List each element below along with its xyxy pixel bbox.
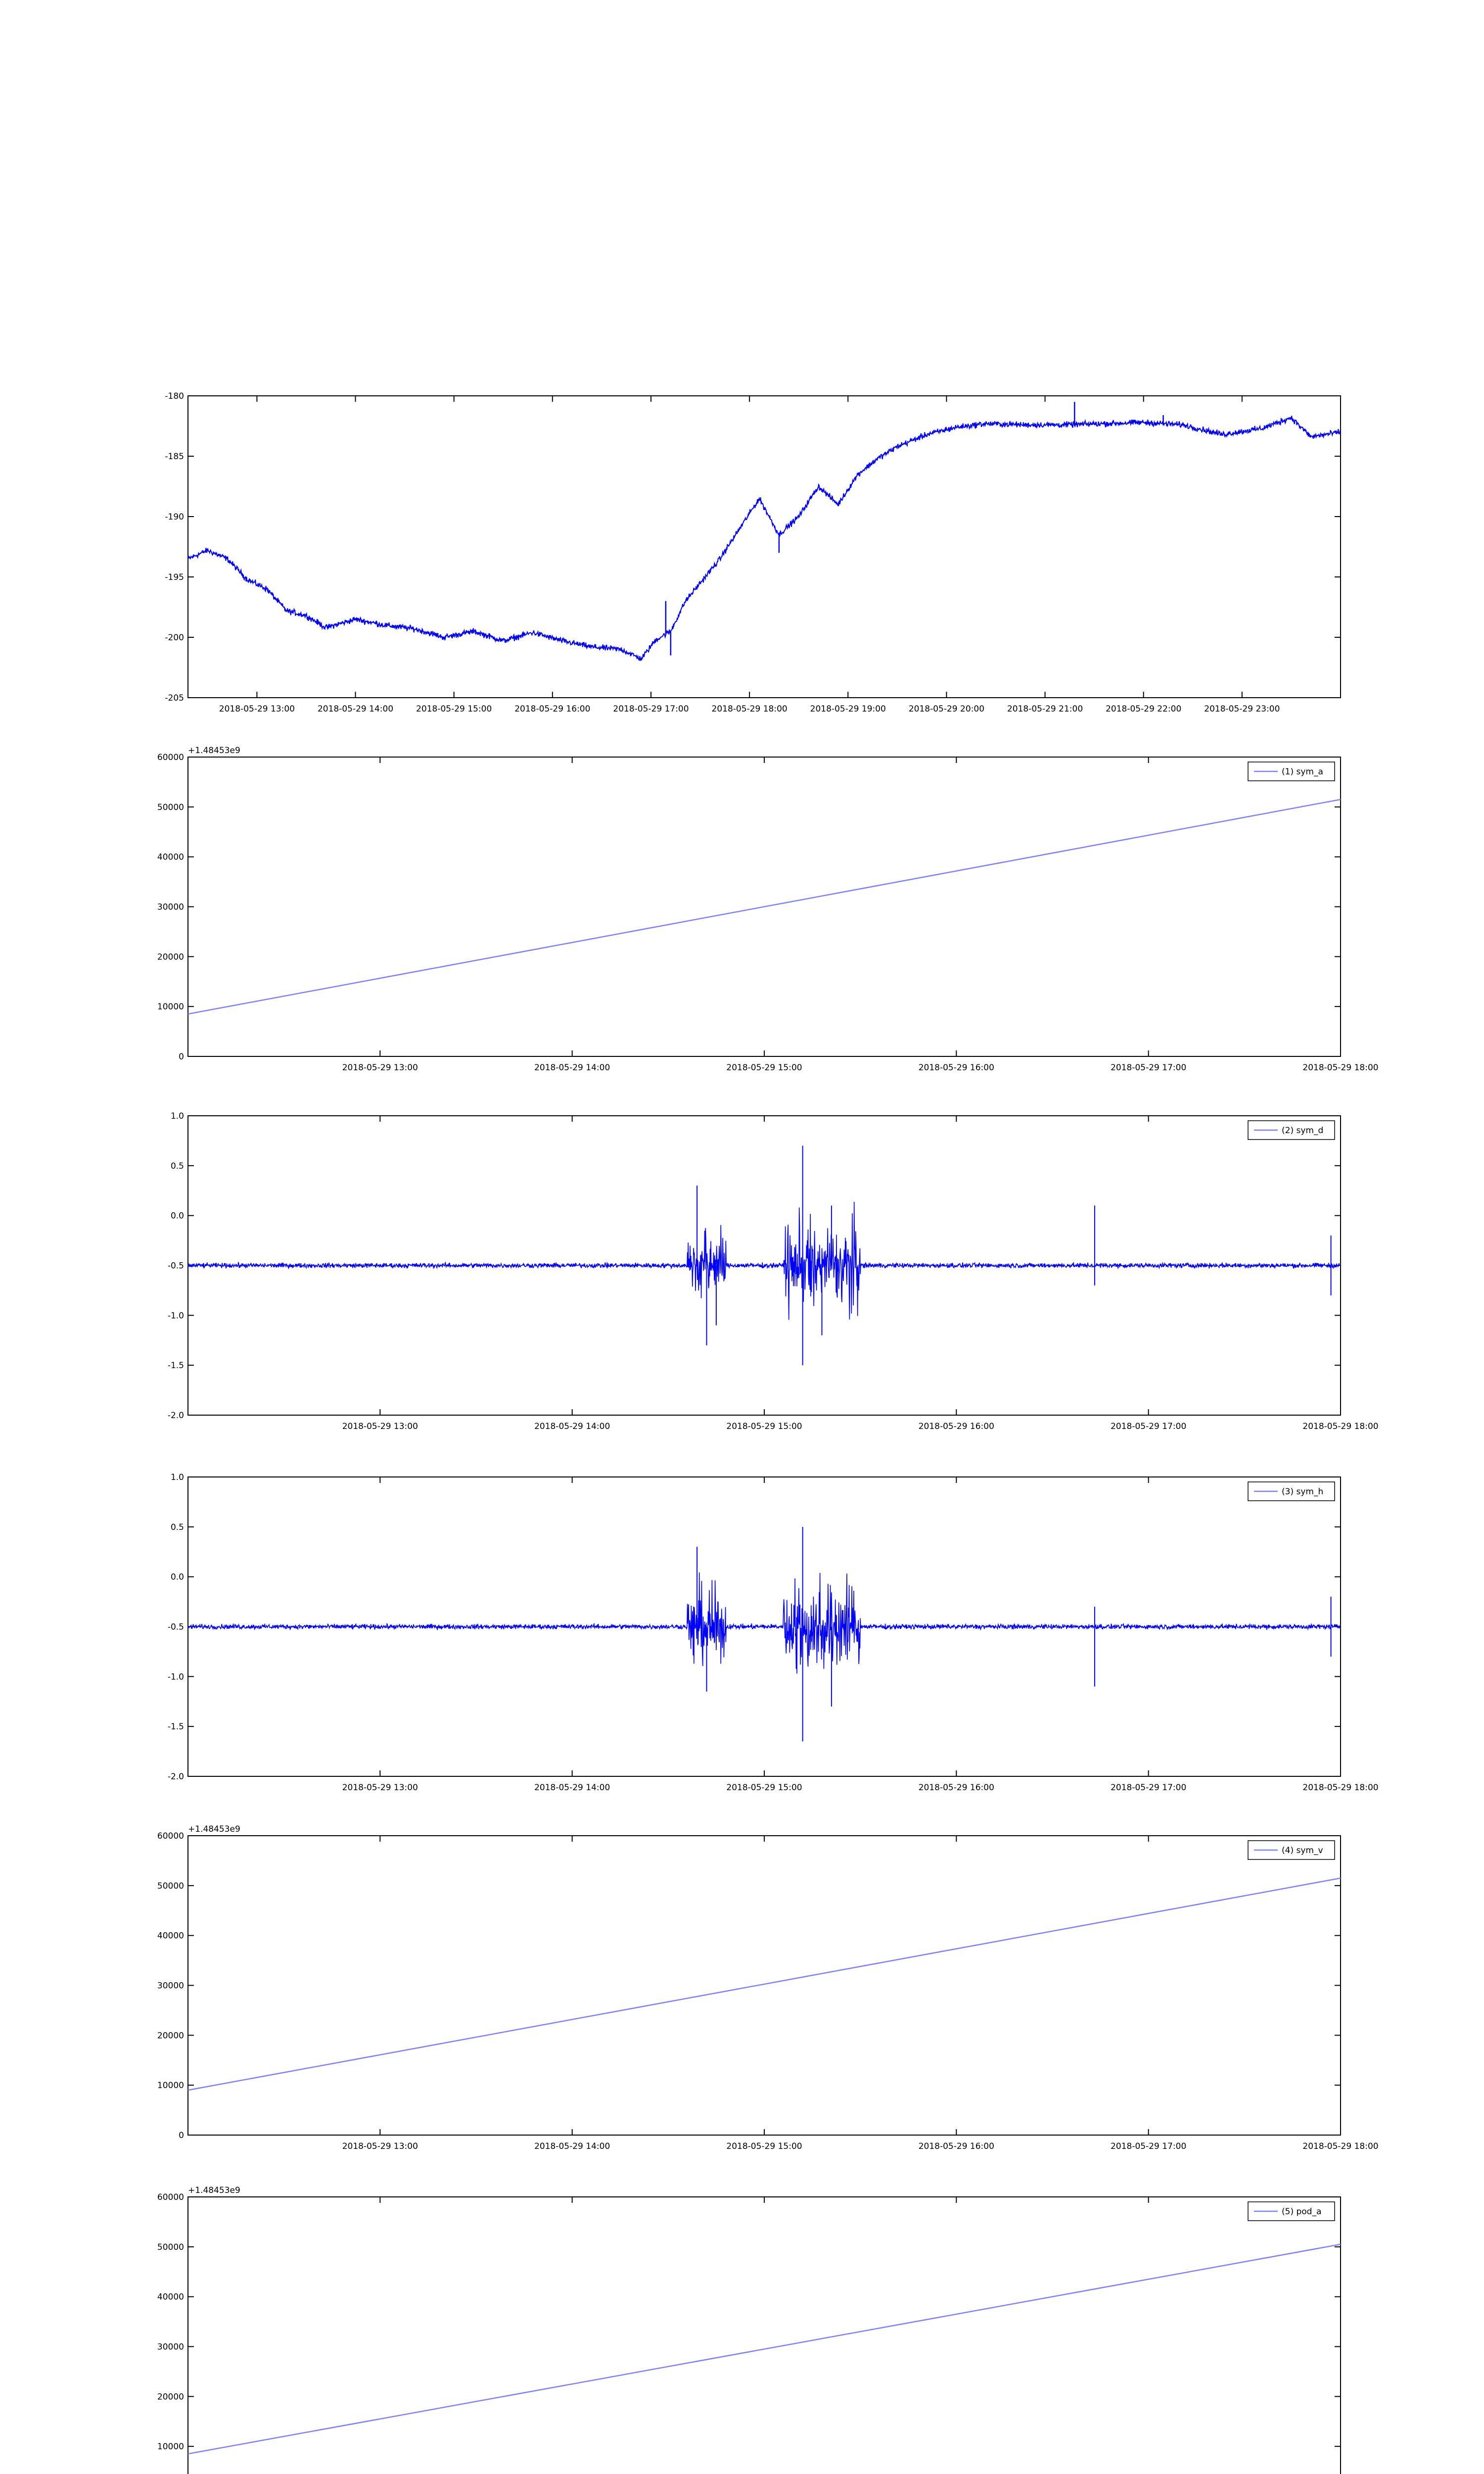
x-tick-label: 2018-05-29 21:00	[1007, 704, 1083, 714]
y-tick-label: 20000	[157, 2031, 184, 2041]
chart-panel-2	[168, 1111, 1379, 1431]
legend-label: (2) sym_d	[1282, 1126, 1324, 1136]
x-tick-label: 2018-05-29 14:00	[534, 1422, 610, 1431]
axis-offset-label: +1.48453e9	[188, 1824, 240, 1834]
y-tick-label: 20000	[157, 2392, 184, 2402]
x-tick-label: 2018-05-29 17:00	[1111, 1422, 1187, 1431]
y-tick-label: 0.0	[170, 1211, 184, 1221]
x-tick-label: 2018-05-29 14:00	[534, 1783, 610, 1793]
x-tick-label: 2018-05-29 17:00	[1111, 1063, 1187, 1073]
y-tick-label: 50000	[157, 802, 184, 812]
y-tick-label: 1.0	[170, 1473, 184, 1482]
series-line	[188, 1878, 1341, 2091]
y-tick-label: 10000	[157, 2081, 184, 2091]
y-tick-label: -0.5	[167, 1261, 184, 1271]
x-tick-label: 2018-05-29 17:00	[613, 704, 689, 714]
y-tick-label: 30000	[157, 2342, 184, 2352]
y-tick-label: 60000	[157, 1831, 184, 1841]
y-tick-label: 30000	[157, 902, 184, 912]
series-line	[188, 416, 1341, 661]
x-tick-label: 2018-05-29 19:00	[810, 704, 886, 714]
y-tick-label: 10000	[157, 1002, 184, 1012]
y-tick-label: 20000	[157, 952, 184, 962]
y-tick-label: 40000	[157, 1931, 184, 1941]
y-tick-label: 50000	[157, 1881, 184, 1891]
y-tick-label: -0.5	[167, 1622, 184, 1632]
x-tick-label: 2018-05-29 16:00	[918, 1422, 994, 1431]
y-tick-label: -1.5	[167, 1722, 184, 1732]
axes-frame	[188, 2197, 1341, 2474]
series-line	[188, 800, 1341, 1014]
legend	[1248, 1121, 1335, 1140]
y-tick-label: -195	[165, 572, 184, 582]
x-tick-label: 2018-05-29 14:00	[317, 704, 394, 714]
chart-panel-0	[165, 391, 1341, 714]
chart-panel-5	[157, 2186, 1379, 2474]
x-tick-label: 2018-05-29 22:00	[1106, 704, 1182, 714]
y-tick-label: -190	[165, 512, 184, 522]
x-tick-label: 2018-05-29 13:00	[342, 1783, 418, 1793]
x-tick-label: 2018-05-29 18:00	[711, 704, 788, 714]
y-tick-label: -205	[165, 693, 184, 703]
x-tick-label: 2018-05-29 14:00	[534, 2141, 610, 2151]
legend	[1248, 1841, 1335, 1859]
x-tick-label: 2018-05-29 16:00	[514, 704, 591, 714]
y-tick-label: 60000	[157, 753, 184, 762]
y-tick-label: -2.0	[167, 1772, 184, 1782]
y-tick-label: -200	[165, 633, 184, 643]
y-tick-label: -1.5	[167, 1361, 184, 1371]
legend-label: (5) pod_a	[1282, 2207, 1322, 2217]
x-tick-label: 2018-05-29 18:00	[1302, 1422, 1379, 1431]
y-tick-label: 0	[179, 1052, 184, 1062]
y-tick-label: 0.0	[170, 1572, 184, 1582]
legend-label: (3) sym_h	[1282, 1487, 1324, 1497]
y-tick-label: -1.0	[167, 1311, 184, 1321]
y-tick-label: 0.5	[170, 1522, 184, 1532]
legend-label: (4) sym_v	[1282, 1846, 1323, 1856]
axes-frame	[188, 1836, 1341, 2135]
x-tick-label: 2018-05-29 13:00	[219, 704, 295, 714]
series-line	[188, 2244, 1341, 2454]
y-tick-label: -185	[165, 452, 184, 462]
x-tick-label: 2018-05-29 17:00	[1111, 1783, 1187, 1793]
y-tick-label: 10000	[157, 2442, 184, 2452]
y-tick-label: 50000	[157, 2242, 184, 2252]
chart-panel-4	[157, 1824, 1379, 2151]
x-tick-label: 2018-05-29 18:00	[1302, 2141, 1379, 2151]
x-tick-label: 2018-05-29 15:00	[416, 704, 492, 714]
x-tick-label: 2018-05-29 16:00	[918, 2141, 994, 2151]
series-line	[188, 1202, 1341, 1320]
x-tick-label: 2018-05-29 18:00	[1302, 1063, 1379, 1073]
x-tick-label: 2018-05-29 17:00	[1111, 2141, 1187, 2151]
axes-frame	[188, 396, 1341, 698]
y-tick-label: 0.5	[170, 1161, 184, 1171]
x-tick-label: 2018-05-29 15:00	[726, 2141, 802, 2151]
x-tick-label: 2018-05-29 15:00	[726, 1063, 802, 1073]
chart-panel-3	[168, 1473, 1379, 1793]
x-tick-label: 2018-05-29 13:00	[342, 1422, 418, 1431]
x-tick-label: 2018-05-29 16:00	[918, 1063, 994, 1073]
y-tick-label: -180	[165, 391, 184, 401]
y-tick-label: 40000	[157, 2292, 184, 2302]
x-tick-label: 2018-05-29 15:00	[726, 1783, 802, 1793]
x-tick-label: 2018-05-29 15:00	[726, 1422, 802, 1431]
x-tick-label: 2018-05-29 13:00	[342, 2141, 418, 2151]
x-tick-label: 2018-05-29 18:00	[1302, 1783, 1379, 1793]
x-tick-label: 2018-05-29 14:00	[534, 1063, 610, 1073]
series-line	[188, 1572, 1341, 1674]
legend	[1248, 1482, 1335, 1501]
y-tick-label: 40000	[157, 852, 184, 862]
legend	[1248, 2202, 1335, 2221]
chart-panel-1	[157, 746, 1379, 1073]
y-tick-label: 60000	[157, 2192, 184, 2202]
x-tick-label: 2018-05-29 23:00	[1204, 704, 1280, 714]
y-tick-label: 30000	[157, 1981, 184, 1991]
y-tick-label: 1.0	[170, 1111, 184, 1121]
y-tick-label: 0	[179, 2131, 184, 2141]
legend	[1248, 762, 1335, 781]
x-tick-label: 2018-05-29 20:00	[908, 704, 985, 714]
y-tick-label: -2.0	[167, 1411, 184, 1421]
x-tick-label: 2018-05-29 13:00	[342, 1063, 418, 1073]
y-tick-label: -1.0	[167, 1672, 184, 1682]
x-tick-label: 2018-05-29 16:00	[918, 1783, 994, 1793]
axis-offset-label: +1.48453e9	[188, 2186, 240, 2195]
legend-label: (1) sym_a	[1282, 767, 1323, 777]
axis-offset-label: +1.48453e9	[188, 746, 240, 756]
